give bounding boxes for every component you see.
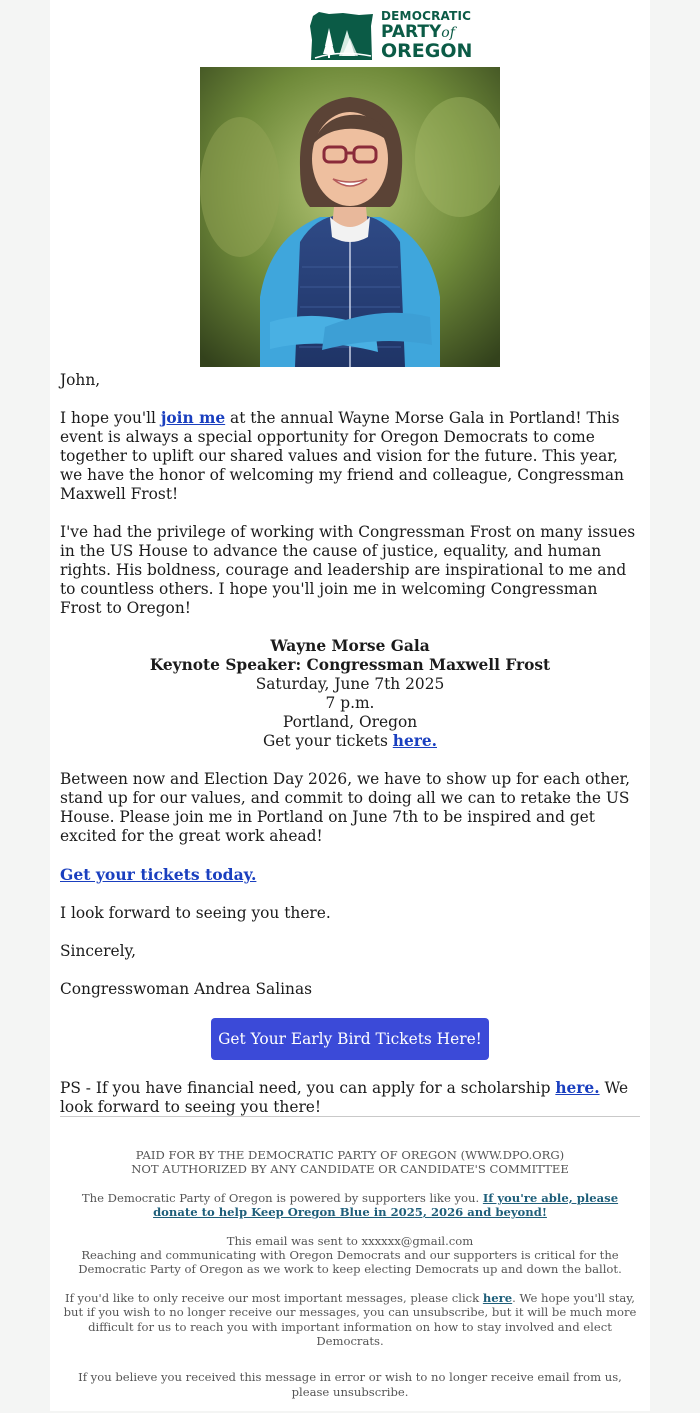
powered-by [60, 1191, 640, 1220]
event-tickets-text: Get your tickets [263, 732, 393, 750]
ps-text-end: We look forward to seeing you there! [60, 1079, 629, 1116]
email-container [50, 0, 650, 1411]
event-location: Portland, Oregon [282, 713, 418, 731]
event-details [60, 637, 640, 751]
oregon-state-icon [309, 10, 375, 62]
ps-paragraph [60, 1079, 640, 1117]
privilege-paragraph: I've had the privilege of working with Congressman Frost on many issues in the US House to advance the cause of justice, equality, and human rights. His boldness, courage and leadership are inspirational to me and to countless others. I hope you'll join me in welcoming Congressman Frost to Oregon! [60, 523, 636, 617]
intro-paragraph [60, 409, 640, 504]
footer [60, 1148, 640, 1413]
signature: Congresswoman Andrea Salinas [60, 980, 313, 998]
sent-to-text: This email was sent to xxxxxx@gmail.com [226, 1233, 474, 1248]
logo-line-1: DEMOCRATIC [381, 9, 472, 23]
logo-line-3: OREGON [381, 40, 473, 62]
disclaimer [60, 1148, 640, 1177]
button-wrap [60, 1018, 640, 1060]
event-tickets-link[interactable]: here. [392, 732, 437, 750]
important-text-start: If you'd like to only receive our most important messages, please click [65, 1290, 483, 1305]
divider [60, 1116, 640, 1117]
important-messages [60, 1291, 640, 1349]
event-date: Saturday, June 7th 2025 [255, 675, 445, 693]
greeting: John, [60, 371, 101, 389]
event-title: Wayne Morse Gala [270, 637, 430, 655]
event-time: 7 p.m. [325, 694, 375, 712]
get-tickets-today-link[interactable]: Get your tickets today. [60, 865, 257, 884]
join-me-link[interactable]: join me [160, 409, 226, 427]
dpo-logo[interactable] [309, 8, 485, 62]
reaching-text: Reaching and communicating with Oregon Democrats and our supporters is critical for the Democratic Party of Oregon as we work to keep electing Democrats up and down the ballot. [78, 1248, 622, 1277]
logo-line-2: PARTY [381, 22, 442, 42]
important-text-end: . We hope you'll stay, but if you wish to no longer receive our messages, you can unsubscribe, but it will be much more difficult for us to reach you with important information on how to stay involved and elect Democrats. [63, 1290, 637, 1349]
cta-link-paragraph [60, 865, 640, 885]
logo-of: of [441, 25, 455, 41]
important-only-link[interactable]: here [482, 1290, 513, 1305]
not-authorized-text: NOT AUTHORIZED BY ANY CANDIDATE OR CANDIDATE'S COMMITTEE [131, 1162, 569, 1177]
email-body [60, 371, 640, 1136]
early-bird-tickets-button[interactable]: Get Your Early Bird Tickets Here! [211, 1018, 489, 1060]
sent-to-block [60, 1234, 640, 1277]
error-unsubscribe[interactable]: If you believe you received this message in error or wish to no longer receive email from us, please unsubscribe. [78, 1370, 622, 1399]
hero-photo [200, 67, 500, 367]
look-forward-paragraph: I look forward to seeing you there. [60, 904, 331, 922]
intro-text-start: I hope you'll [60, 409, 161, 427]
closing: Sincerely, [60, 942, 137, 960]
event-tickets-line [60, 732, 640, 751]
intro-text-end: at the annual Wayne Morse Gala in Portland! This event is always a special opportunity for Oregon Democrats to come together to uplift our shared values and vision for the future. This year, we have the honor of welcoming my friend and colleague, Congressman Maxwell Frost! [60, 409, 624, 503]
event-speaker: Keynote Speaker: Congressman Maxwell Frost [149, 656, 551, 674]
powered-text: The Democratic Party of Oregon is powered by supporters like you. [81, 1190, 483, 1205]
donate-link[interactable]: If you're able, please donate to help Keep Oregon Blue in 2025, 2026 and beyond! [153, 1190, 619, 1220]
paid-for-text: PAID FOR BY THE DEMOCRATIC PARTY OF OREGON (WWW.DPO.ORG) [135, 1148, 565, 1162]
ps-text-start: PS - If you have financial need, you can apply for a scholarship [60, 1079, 556, 1097]
scholarship-link[interactable]: here. [555, 1079, 600, 1097]
election-paragraph: Between now and Election Day 2026, we have to show up for each other, stand up for our values, and commit to doing all we can to retake the US House. Please join me in Portland on June 7th to be inspired and get excited for the great work ahead! [60, 770, 631, 845]
